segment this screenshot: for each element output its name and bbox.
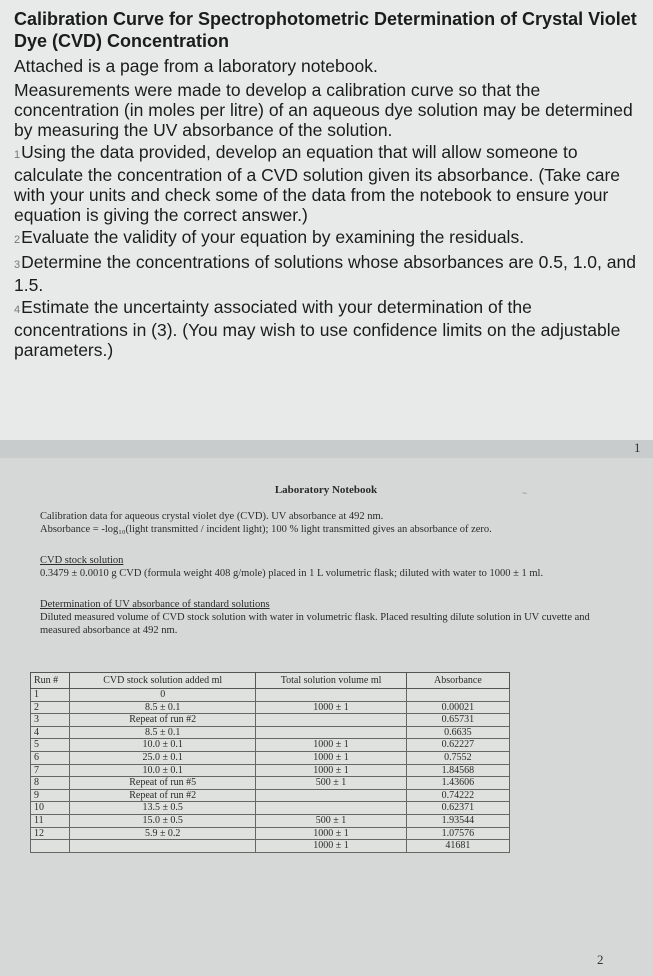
cell-absorbance: 41681: [406, 840, 509, 853]
page-number-1: 1: [634, 440, 641, 455]
table-row: [31, 689, 510, 702]
cell-total-volume: [256, 689, 407, 702]
cell-total-volume: 1000 ± 1: [256, 701, 407, 714]
header-total-volume: Total solution volume ml: [256, 673, 407, 689]
absorbance-table: [30, 672, 510, 853]
cell-absorbance: 0.65731: [406, 714, 509, 727]
notebook-page-scan: [0, 458, 653, 976]
table-row: [31, 739, 510, 752]
table-row: [31, 764, 510, 777]
cell-absorbance: [406, 689, 509, 702]
table-row: [31, 789, 510, 802]
cell-stock-added: 15.0 ± 0.5: [70, 814, 256, 827]
cell-total-volume: [256, 789, 407, 802]
page-title: Calibration Curve for Spectrophotometric Determination of Crystal Violet Dye (CVD) Concentration: [14, 9, 637, 51]
cell-run: 11: [31, 814, 70, 827]
purpose-text: Measurements were made to develop a calibration curve so that the concentration (in moles per litre) of an aqueous dye solution may be determined by measuring the UV absorbance of the solution.: [14, 80, 633, 140]
cell-stock-added: 8.5 ± 0.1: [70, 701, 256, 714]
assignment-page: [0, 0, 653, 440]
cell-run: 7: [31, 764, 70, 777]
question-list: [14, 142, 637, 360]
question-4: 4Estimate the uncertainty associated with your determination of the concentrations in (3). (You may wish to use confidence limits on the adjustable parameters.): [14, 297, 621, 360]
cell-total-volume: 1000 ± 1: [256, 739, 407, 752]
stock-text: 0.3479 ± 0.0010 g CVD (formula weight 408 g/mole) placed in 1 L volumetric flask; diluted with water to 1000 ± 1 ml.: [40, 568, 544, 579]
cell-absorbance: 0.62371: [406, 802, 509, 815]
cell-total-volume: 1000 ± 1: [256, 751, 407, 764]
cell-run: 1: [31, 689, 70, 702]
cell-absorbance: 0.62227: [406, 739, 509, 752]
cell-absorbance: 1.93544: [406, 814, 509, 827]
cell-run: 2: [31, 701, 70, 714]
cell-total-volume: 1000 ± 1: [256, 764, 407, 777]
cell-total-volume: [256, 726, 407, 739]
cell-stock-added: Repeat of run #5: [70, 777, 256, 790]
cell-run: 6: [31, 751, 70, 764]
calibration-intro: Calibration data for aqueous crystal violet dye (CVD). UV absorbance at 492 nm. Absorbance = -log₁₀(light transmitted / incident light); 100 % light transmitted gives an absorbance of zero.: [40, 511, 492, 535]
cell-run: 3: [31, 714, 70, 727]
question-2: 2Evaluate the validity of your equation by examining the residuals.: [14, 227, 525, 247]
cell-stock-added: 25.0 ± 0.1: [70, 751, 256, 764]
standards-text: Diluted measured volume of CVD stock solution with water in volumetric flask. Placed resulting dilute solution in UV cuvette and measured absorbance at 492 nm.: [40, 612, 590, 636]
cell-stock-added: 8.5 ± 0.1: [70, 726, 256, 739]
page-number-2: 2: [597, 952, 604, 967]
cell-run: 8: [31, 777, 70, 790]
question-1: 1Using the data provided, develop an equation that will allow someone to calculate the concentration of a CVD solution given its absorbance. (Take care with your units and check some of the data from the notebook to ensure your equation is giving the correct answer.): [14, 142, 621, 225]
cell-stock-added: [70, 840, 256, 853]
cell-total-volume: [256, 714, 407, 727]
cell-run: [31, 840, 70, 853]
notebook-title: Laboratory Notebook: [274, 484, 378, 496]
table-row: [31, 802, 510, 815]
cell-stock-added: 5.9 ± 0.2: [70, 827, 256, 840]
cell-total-volume: 500 ± 1: [256, 814, 407, 827]
table-row: [31, 751, 510, 764]
table-row: [31, 840, 510, 853]
cell-run: 4: [31, 726, 70, 739]
standard-solutions-section: [40, 598, 612, 637]
cell-total-volume: 1000 ± 1: [256, 827, 407, 840]
cell-absorbance: 0.74222: [406, 789, 509, 802]
intro-text: Attached is a page from a laboratory notebook.: [14, 56, 378, 76]
cell-stock-added: 10.0 ± 0.1: [70, 764, 256, 777]
table-row: [31, 827, 510, 840]
cell-stock-added: 10.0 ± 0.1: [70, 739, 256, 752]
table-row: [31, 726, 510, 739]
cell-run: 10: [31, 802, 70, 815]
cell-absorbance: 1.84568: [406, 764, 509, 777]
cell-stock-added: 0: [70, 689, 256, 702]
cell-run: 9: [31, 789, 70, 802]
table-header-row: [31, 673, 510, 689]
standards-heading: Determination of UV absorbance of standard solutions: [40, 599, 270, 610]
cell-total-volume: 500 ± 1: [256, 777, 407, 790]
cell-absorbance: 1.43606: [406, 777, 509, 790]
cell-run: 12: [31, 827, 70, 840]
cell-absorbance: 0.6635: [406, 726, 509, 739]
cell-stock-added: 13.5 ± 0.5: [70, 802, 256, 815]
header-run: Run #: [31, 673, 70, 689]
header-absorbance: Absorbance: [406, 673, 509, 689]
cell-run: 5: [31, 739, 70, 752]
cell-total-volume: 1000 ± 1: [256, 840, 407, 853]
notebook-content: [34, 458, 612, 852]
table-row: [31, 701, 510, 714]
cell-absorbance: 0.00021: [406, 701, 509, 714]
question-3: 3Determine the concentrations of solutions whose absorbances are 0.5, 1.0, and 1.5.: [14, 252, 636, 295]
stock-solution-section: [40, 554, 612, 580]
cell-stock-added: Repeat of run #2: [70, 789, 256, 802]
stock-heading: CVD stock solution: [40, 555, 124, 566]
table-row: [31, 714, 510, 727]
table-row: [31, 814, 510, 827]
cell-total-volume: [256, 802, 407, 815]
cell-absorbance: 1.07576: [406, 827, 509, 840]
pen-mark: ~: [522, 488, 528, 498]
table-row: [31, 777, 510, 790]
cell-stock-added: Repeat of run #2: [70, 714, 256, 727]
cell-absorbance: 0.7552: [406, 751, 509, 764]
header-stock-added: CVD stock solution added ml: [70, 673, 256, 689]
